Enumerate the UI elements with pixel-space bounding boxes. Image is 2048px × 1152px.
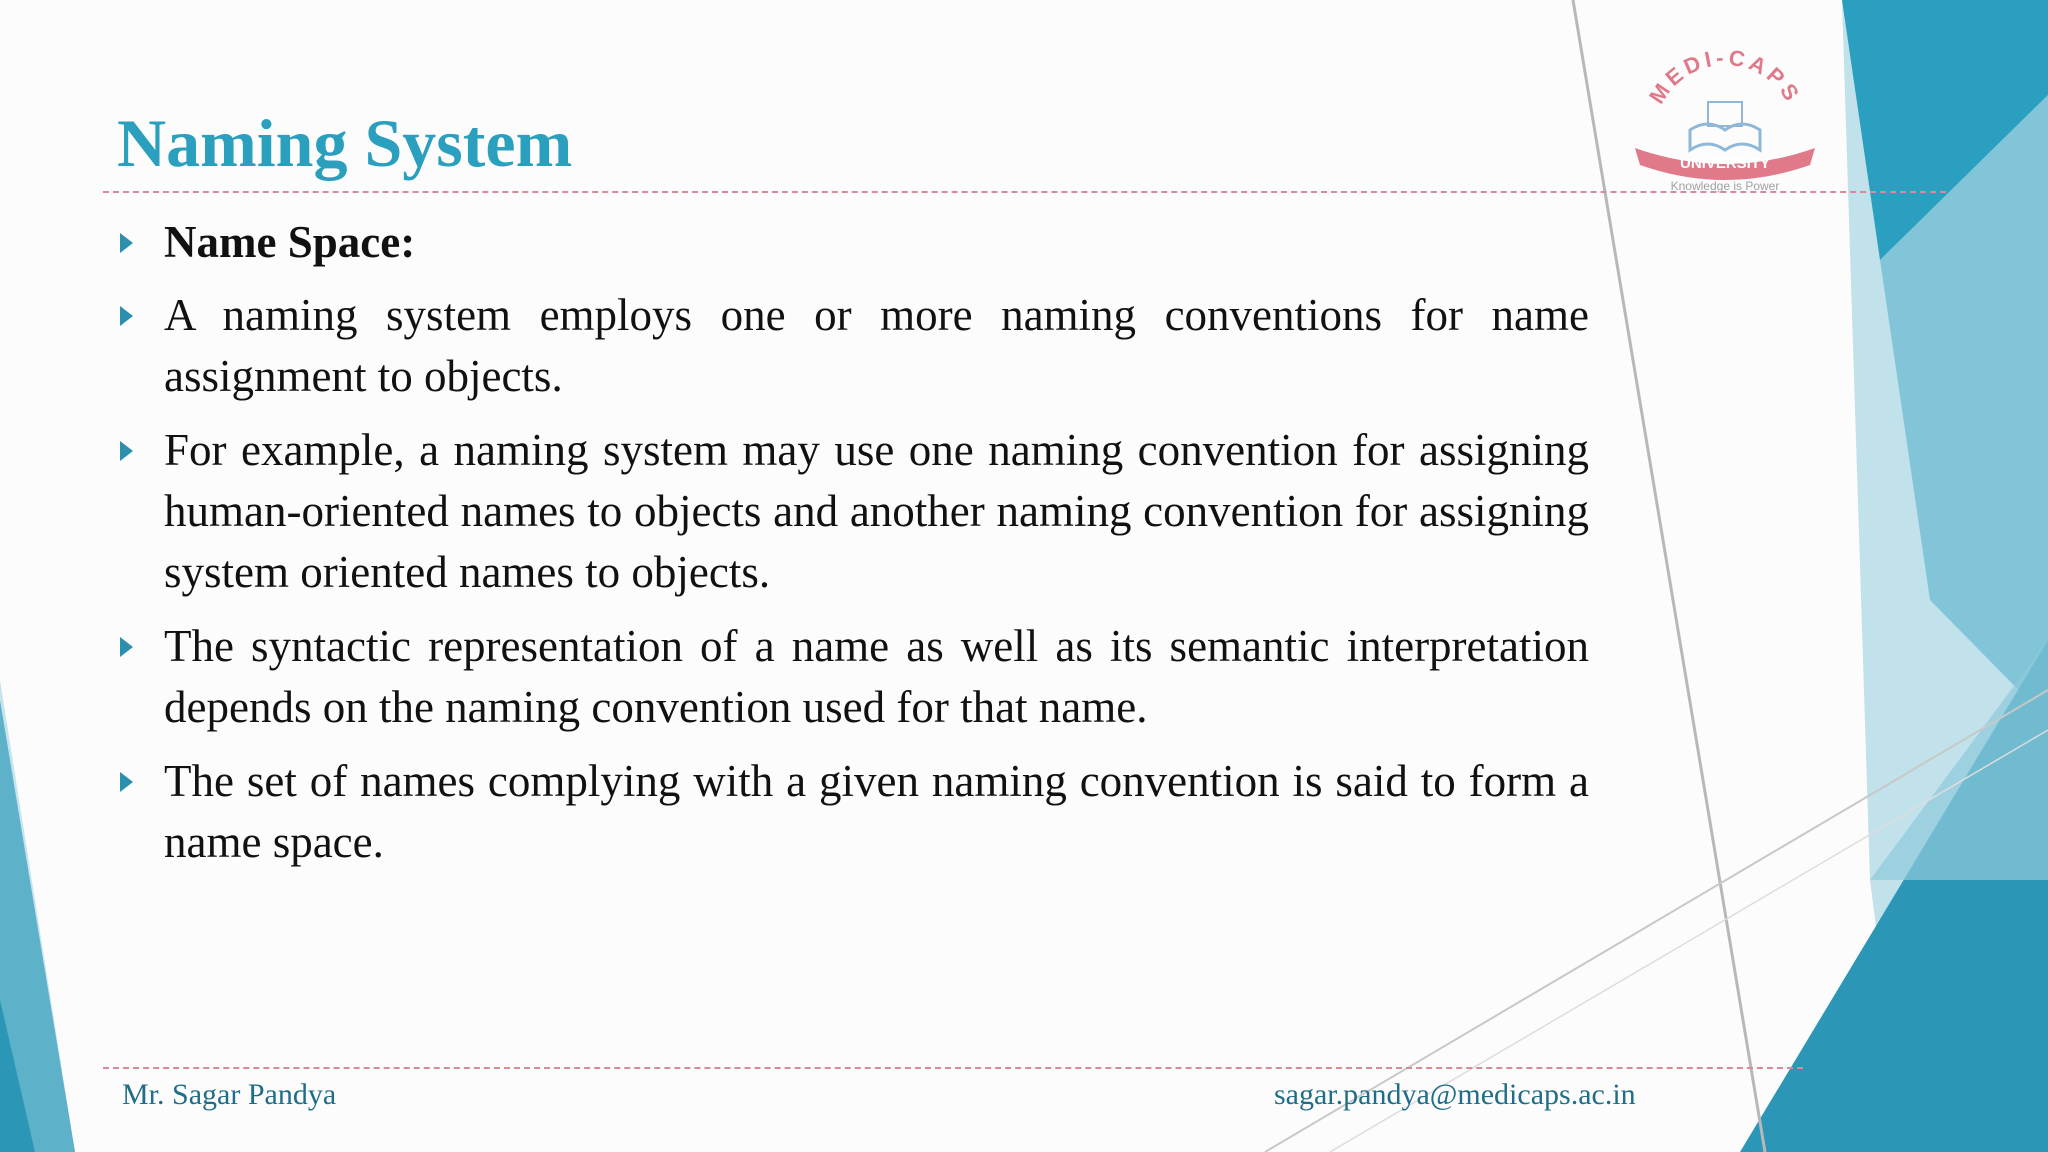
footer-author: Mr. Sagar Pandya bbox=[122, 1078, 337, 1111]
footer-email[interactable]: sagar.pandya@medicaps.ac.in bbox=[1274, 1078, 1636, 1111]
bullet-item bbox=[117, 212, 1589, 273]
bullet-text: Name Space: bbox=[164, 217, 416, 267]
university-logo bbox=[1620, 30, 1830, 195]
slide-title: Naming System bbox=[117, 105, 573, 181]
logo-ribbon-text: UNIVERSITY bbox=[1679, 155, 1771, 172]
logo-arc-text: MEDI-CAPS bbox=[1643, 44, 1807, 109]
triangle-bullet-icon bbox=[120, 637, 133, 657]
bullet-list bbox=[117, 212, 1589, 886]
bullet-item bbox=[117, 285, 1589, 407]
svg-text:MEDI-CAPS bbox=[1644, 45, 1806, 109]
bullet-text: For example, a naming system may use one naming convention for assigning human-oriented names to objects and another naming convention for assigning system oriented names to objects. bbox=[164, 425, 1589, 597]
triangle-bullet-icon bbox=[120, 306, 133, 326]
title-divider bbox=[103, 191, 1946, 193]
triangle-bullet-icon bbox=[120, 772, 133, 792]
bullet-text: The set of names complying with a given naming convention is said to form a name space. bbox=[164, 756, 1589, 867]
bullet-text: The syntactic representation of a name as well as its semantic interpretation depends on the naming convention used for that name. bbox=[164, 621, 1589, 732]
footer-divider bbox=[103, 1067, 1803, 1069]
bullet-text: A naming system employs one or more naming conventions for name assignment to objects. bbox=[164, 290, 1589, 401]
book-icon bbox=[1690, 124, 1760, 150]
logo-tagline: Knowledge is Power bbox=[1670, 179, 1780, 193]
bullet-item bbox=[117, 751, 1589, 873]
bullet-item bbox=[117, 420, 1589, 603]
triangle-bullet-icon bbox=[120, 233, 133, 253]
bullet-item bbox=[117, 616, 1589, 738]
triangle-bullet-icon bbox=[120, 441, 133, 461]
